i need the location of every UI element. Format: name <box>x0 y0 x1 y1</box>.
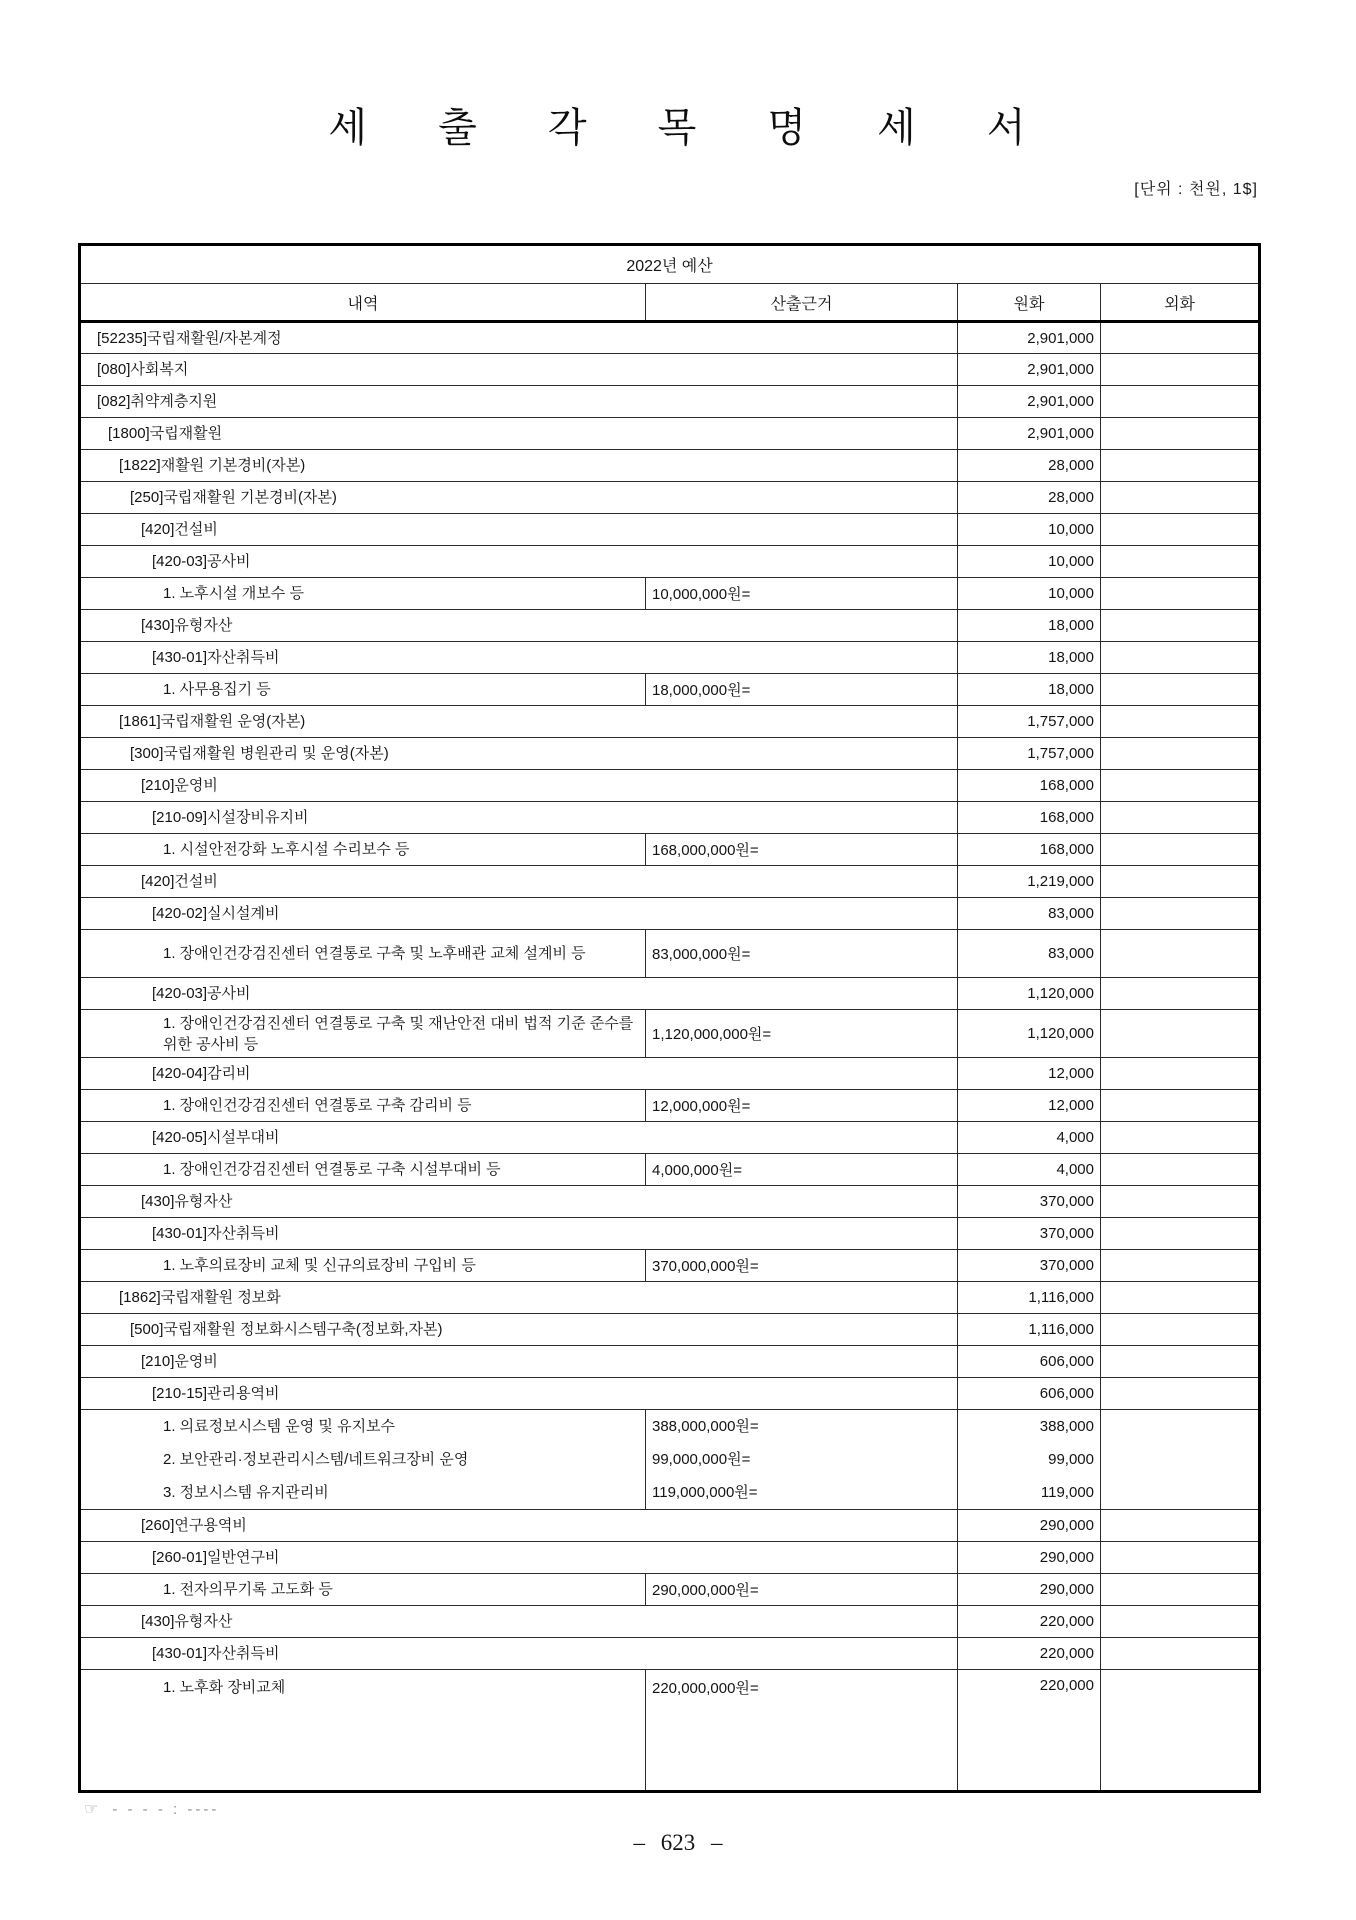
table-row <box>80 834 1260 866</box>
fx-cell <box>1101 978 1260 1010</box>
table-row <box>80 418 1260 450</box>
table-row <box>80 546 1260 578</box>
table-row <box>80 482 1260 514</box>
krw-cell: 1,120,000 <box>958 1010 1101 1058</box>
table-row <box>80 386 1260 418</box>
table-row <box>80 866 1260 898</box>
fx-cell <box>1101 1090 1260 1122</box>
detail-cell: [420-04]감리비 <box>80 1058 958 1090</box>
detail-cell: 1. 노후의료장비 교체 및 신규의료장비 구입비 등 <box>80 1250 646 1282</box>
krw-cell: 220,000 <box>958 1638 1101 1670</box>
detail-cell: [420-02]실시설계비 <box>80 898 958 930</box>
detail-cell: [210-09]시설장비유지비 <box>80 802 958 834</box>
fx-cell <box>1101 1542 1260 1574</box>
table-row <box>80 1378 1260 1410</box>
krw-cell: 168,000 <box>958 834 1101 866</box>
fx-cell <box>1101 482 1260 514</box>
detail-cell: 1. 전자의무기록 고도화 등 <box>80 1574 646 1606</box>
krw-cell: 83,000 <box>958 930 1101 978</box>
krw-cell: 12,000 <box>958 1058 1101 1090</box>
table-row <box>80 450 1260 482</box>
budget-table-body <box>80 322 1260 1792</box>
basis-cell: 83,000,000원= <box>646 930 958 978</box>
detail-cell: [1861]국립재활원 운영(자본) <box>80 706 958 738</box>
basis-cell: 290,000,000원= <box>646 1574 958 1606</box>
detail-cell: [420-03]공사비 <box>80 978 958 1010</box>
basis-cell: 388,000,000원= 99,000,000원= 119,000,000원= <box>646 1410 958 1510</box>
krw-cell: 10,000 <box>958 546 1101 578</box>
basis-cell: 220,000,000원= <box>646 1670 958 1792</box>
table-row <box>80 322 1260 354</box>
detail-cell: [52235]국립재활원/자본계정 <box>80 322 958 354</box>
detail-cell: [430-01]자산취득비 <box>80 642 958 674</box>
detail-cell: [420]건설비 <box>80 514 958 546</box>
column-header-fx: 외화 <box>1101 284 1260 322</box>
detail-cell: 1. 장애인건강검진센터 연결통로 구축 시설부대비 등 <box>80 1154 646 1186</box>
detail-cell: [430]유형자산 <box>80 610 958 642</box>
table-row <box>80 674 1260 706</box>
page-number: – 623 – <box>633 1830 723 1855</box>
detail-cell: 1. 사무용집기 등 <box>80 674 646 706</box>
table-row <box>80 1314 1260 1346</box>
table-row <box>80 1010 1260 1058</box>
detail-cell: [430-01]자산취득비 <box>80 1638 958 1670</box>
detail-cell: [210]운영비 <box>80 1346 958 1378</box>
krw-cell: 18,000 <box>958 642 1101 674</box>
fx-cell <box>1101 1122 1260 1154</box>
fx-cell <box>1101 1574 1260 1606</box>
fx-cell <box>1101 1606 1260 1638</box>
krw-cell: 10,000 <box>958 514 1101 546</box>
table-row <box>80 738 1260 770</box>
detail-cell: 1. 장애인건강검진센터 연결통로 구축 및 재난안전 대비 법적 기준 준수를 위한 공사비 등 <box>80 1010 646 1058</box>
detail-cell: [1862]국립재활원 정보화 <box>80 1282 958 1314</box>
krw-cell: 83,000 <box>958 898 1101 930</box>
fx-cell <box>1101 1154 1260 1186</box>
krw-cell: 168,000 <box>958 770 1101 802</box>
fx-cell <box>1101 610 1260 642</box>
table-row <box>80 770 1260 802</box>
krw-cell: 1,219,000 <box>958 866 1101 898</box>
krw-cell: 18,000 <box>958 674 1101 706</box>
fx-cell <box>1101 1638 1260 1670</box>
basis-cell: 4,000,000원= <box>646 1154 958 1186</box>
detail-cell: [080]사회복지 <box>80 354 958 386</box>
table-row <box>80 1250 1260 1282</box>
fx-cell <box>1101 1186 1260 1218</box>
krw-cell: 1,116,000 <box>958 1314 1101 1346</box>
krw-cell: 2,901,000 <box>958 386 1101 418</box>
table-row <box>80 1282 1260 1314</box>
fx-cell <box>1101 642 1260 674</box>
table-row <box>80 1218 1260 1250</box>
detail-cell: [430-01]자산취득비 <box>80 1218 958 1250</box>
table-row <box>80 1154 1260 1186</box>
detail-cell: [1822]재활원 기본경비(자본) <box>80 450 958 482</box>
fx-cell <box>1101 898 1260 930</box>
table-row <box>80 578 1260 610</box>
table-row <box>80 802 1260 834</box>
table-row <box>80 514 1260 546</box>
fx-cell <box>1101 706 1260 738</box>
basis-cell: 18,000,000원= <box>646 674 958 706</box>
fx-cell <box>1101 1670 1260 1792</box>
fx-cell <box>1101 1058 1260 1090</box>
krw-cell: 2,901,000 <box>958 418 1101 450</box>
detail-cell: [420]건설비 <box>80 866 958 898</box>
krw-cell: 168,000 <box>958 802 1101 834</box>
fx-cell <box>1101 802 1260 834</box>
table-row <box>80 610 1260 642</box>
column-header-krw: 원화 <box>958 284 1101 322</box>
fx-cell <box>1101 930 1260 978</box>
fx-cell <box>1101 1378 1260 1410</box>
fx-cell <box>1101 738 1260 770</box>
krw-cell: 10,000 <box>958 578 1101 610</box>
table-row <box>80 1122 1260 1154</box>
krw-cell: 1,757,000 <box>958 706 1101 738</box>
table-row <box>80 930 1260 978</box>
detail-cell: 1. 의료정보시스템 운영 및 유지보수 2. 보안관리·정보관리시스템/네트워크장비 운영 3. 정보시스템 유지관리비 <box>80 1410 646 1510</box>
basis-cell: 12,000,000원= <box>646 1090 958 1122</box>
detail-cell: [420-05]시설부대비 <box>80 1122 958 1154</box>
fx-cell <box>1101 1510 1260 1542</box>
fx-cell <box>1101 386 1260 418</box>
table-row <box>80 1410 1260 1510</box>
table-row <box>80 1542 1260 1574</box>
fx-cell <box>1101 578 1260 610</box>
krw-cell: 1,757,000 <box>958 738 1101 770</box>
table-row <box>80 1670 1260 1792</box>
basis-cell: 168,000,000원= <box>646 834 958 866</box>
table-row <box>80 706 1260 738</box>
detail-cell: 1. 노후시설 개보수 등 <box>80 578 646 610</box>
table-row <box>80 1058 1260 1090</box>
krw-cell: 4,000 <box>958 1122 1101 1154</box>
budget-table <box>78 243 1261 1793</box>
detail-cell: [500]국립재활원 정보화시스템구축(정보화,자본) <box>80 1314 958 1346</box>
fx-cell <box>1101 834 1260 866</box>
fx-cell <box>1101 1314 1260 1346</box>
footnote <box>84 1799 219 1819</box>
detail-cell: 1. 장애인건강검진센터 연결통로 구축 및 노후배관 교체 설계비 등 <box>80 930 646 978</box>
table-row <box>80 642 1260 674</box>
fx-cell <box>1101 866 1260 898</box>
fx-cell <box>1101 1250 1260 1282</box>
page-title: 세 출 각 목 명 세 서 <box>328 106 1028 150</box>
detail-cell: [430]유형자산 <box>80 1186 958 1218</box>
basis-cell: 10,000,000원= <box>646 578 958 610</box>
krw-cell: 28,000 <box>958 450 1101 482</box>
krw-cell: 220,000 <box>958 1606 1101 1638</box>
detail-cell: [300]국립재활원 병원관리 및 운영(자본) <box>80 738 958 770</box>
column-header-row <box>80 284 1260 322</box>
table-row <box>80 1090 1260 1122</box>
footnote-text: - - - - : ---- <box>112 1801 220 1818</box>
fx-cell <box>1101 322 1260 354</box>
table-row <box>80 1638 1260 1670</box>
fx-cell <box>1101 514 1260 546</box>
krw-cell: 290,000 <box>958 1574 1101 1606</box>
fx-cell <box>1101 546 1260 578</box>
detail-cell: [430]유형자산 <box>80 1606 958 1638</box>
table-row <box>80 1346 1260 1378</box>
table-row <box>80 1186 1260 1218</box>
detail-cell: [260-01]일반연구비 <box>80 1542 958 1574</box>
detail-cell: 1. 시설안전강화 노후시설 수리보수 등 <box>80 834 646 866</box>
fx-cell <box>1101 1010 1260 1058</box>
krw-cell: 28,000 <box>958 482 1101 514</box>
detail-cell: [420-03]공사비 <box>80 546 958 578</box>
detail-cell: [250]국립재활원 기본경비(자본) <box>80 482 958 514</box>
krw-cell: 2,901,000 <box>958 354 1101 386</box>
detail-cell: [1800]국립재활원 <box>80 418 958 450</box>
krw-cell: 18,000 <box>958 610 1101 642</box>
year-header: 2022년 예산 <box>80 245 1260 284</box>
detail-cell: [260]연구용역비 <box>80 1510 958 1542</box>
krw-cell: 220,000 <box>958 1670 1101 1792</box>
detail-cell: 1. 장애인건강검진센터 연결통로 구축 감리비 등 <box>80 1090 646 1122</box>
pointing-hand-icon: ☞ <box>84 1801 99 1818</box>
krw-cell: 1,120,000 <box>958 978 1101 1010</box>
fx-cell <box>1101 354 1260 386</box>
table-row <box>80 978 1260 1010</box>
table-row <box>80 1606 1260 1638</box>
detail-cell: [210]운영비 <box>80 770 958 802</box>
krw-cell: 2,901,000 <box>958 322 1101 354</box>
fx-cell <box>1101 418 1260 450</box>
krw-cell: 1,116,000 <box>958 1282 1101 1314</box>
detail-cell: [210-15]관리용역비 <box>80 1378 958 1410</box>
fx-cell <box>1101 1346 1260 1378</box>
fx-cell <box>1101 1282 1260 1314</box>
detail-cell: 1. 노후화 장비교체 <box>80 1670 646 1792</box>
krw-cell: 606,000 <box>958 1346 1101 1378</box>
table-row <box>80 898 1260 930</box>
fx-cell <box>1101 1218 1260 1250</box>
table-row <box>80 354 1260 386</box>
basis-cell: 370,000,000원= <box>646 1250 958 1282</box>
krw-cell: 12,000 <box>958 1090 1101 1122</box>
column-header-basis: 산출근거 <box>646 284 958 322</box>
fx-cell <box>1101 450 1260 482</box>
detail-cell: [082]취약계층지원 <box>80 386 958 418</box>
basis-cell: 1,120,000,000원= <box>646 1010 958 1058</box>
fx-cell <box>1101 674 1260 706</box>
fx-cell <box>1101 770 1260 802</box>
krw-cell: 370,000 <box>958 1218 1101 1250</box>
krw-cell: 370,000 <box>958 1250 1101 1282</box>
krw-cell: 388,000 99,000 119,000 <box>958 1410 1101 1510</box>
table-row <box>80 1510 1260 1542</box>
krw-cell: 606,000 <box>958 1378 1101 1410</box>
column-header-detail: 내역 <box>80 284 646 322</box>
table-row <box>80 1574 1260 1606</box>
krw-cell: 290,000 <box>958 1542 1101 1574</box>
krw-cell: 370,000 <box>958 1186 1101 1218</box>
fx-cell <box>1101 1410 1260 1510</box>
unit-note: [단위 : 천원, 1$] <box>1134 181 1258 198</box>
year-header-row <box>80 245 1260 284</box>
krw-cell: 4,000 <box>958 1154 1101 1186</box>
krw-cell: 290,000 <box>958 1510 1101 1542</box>
